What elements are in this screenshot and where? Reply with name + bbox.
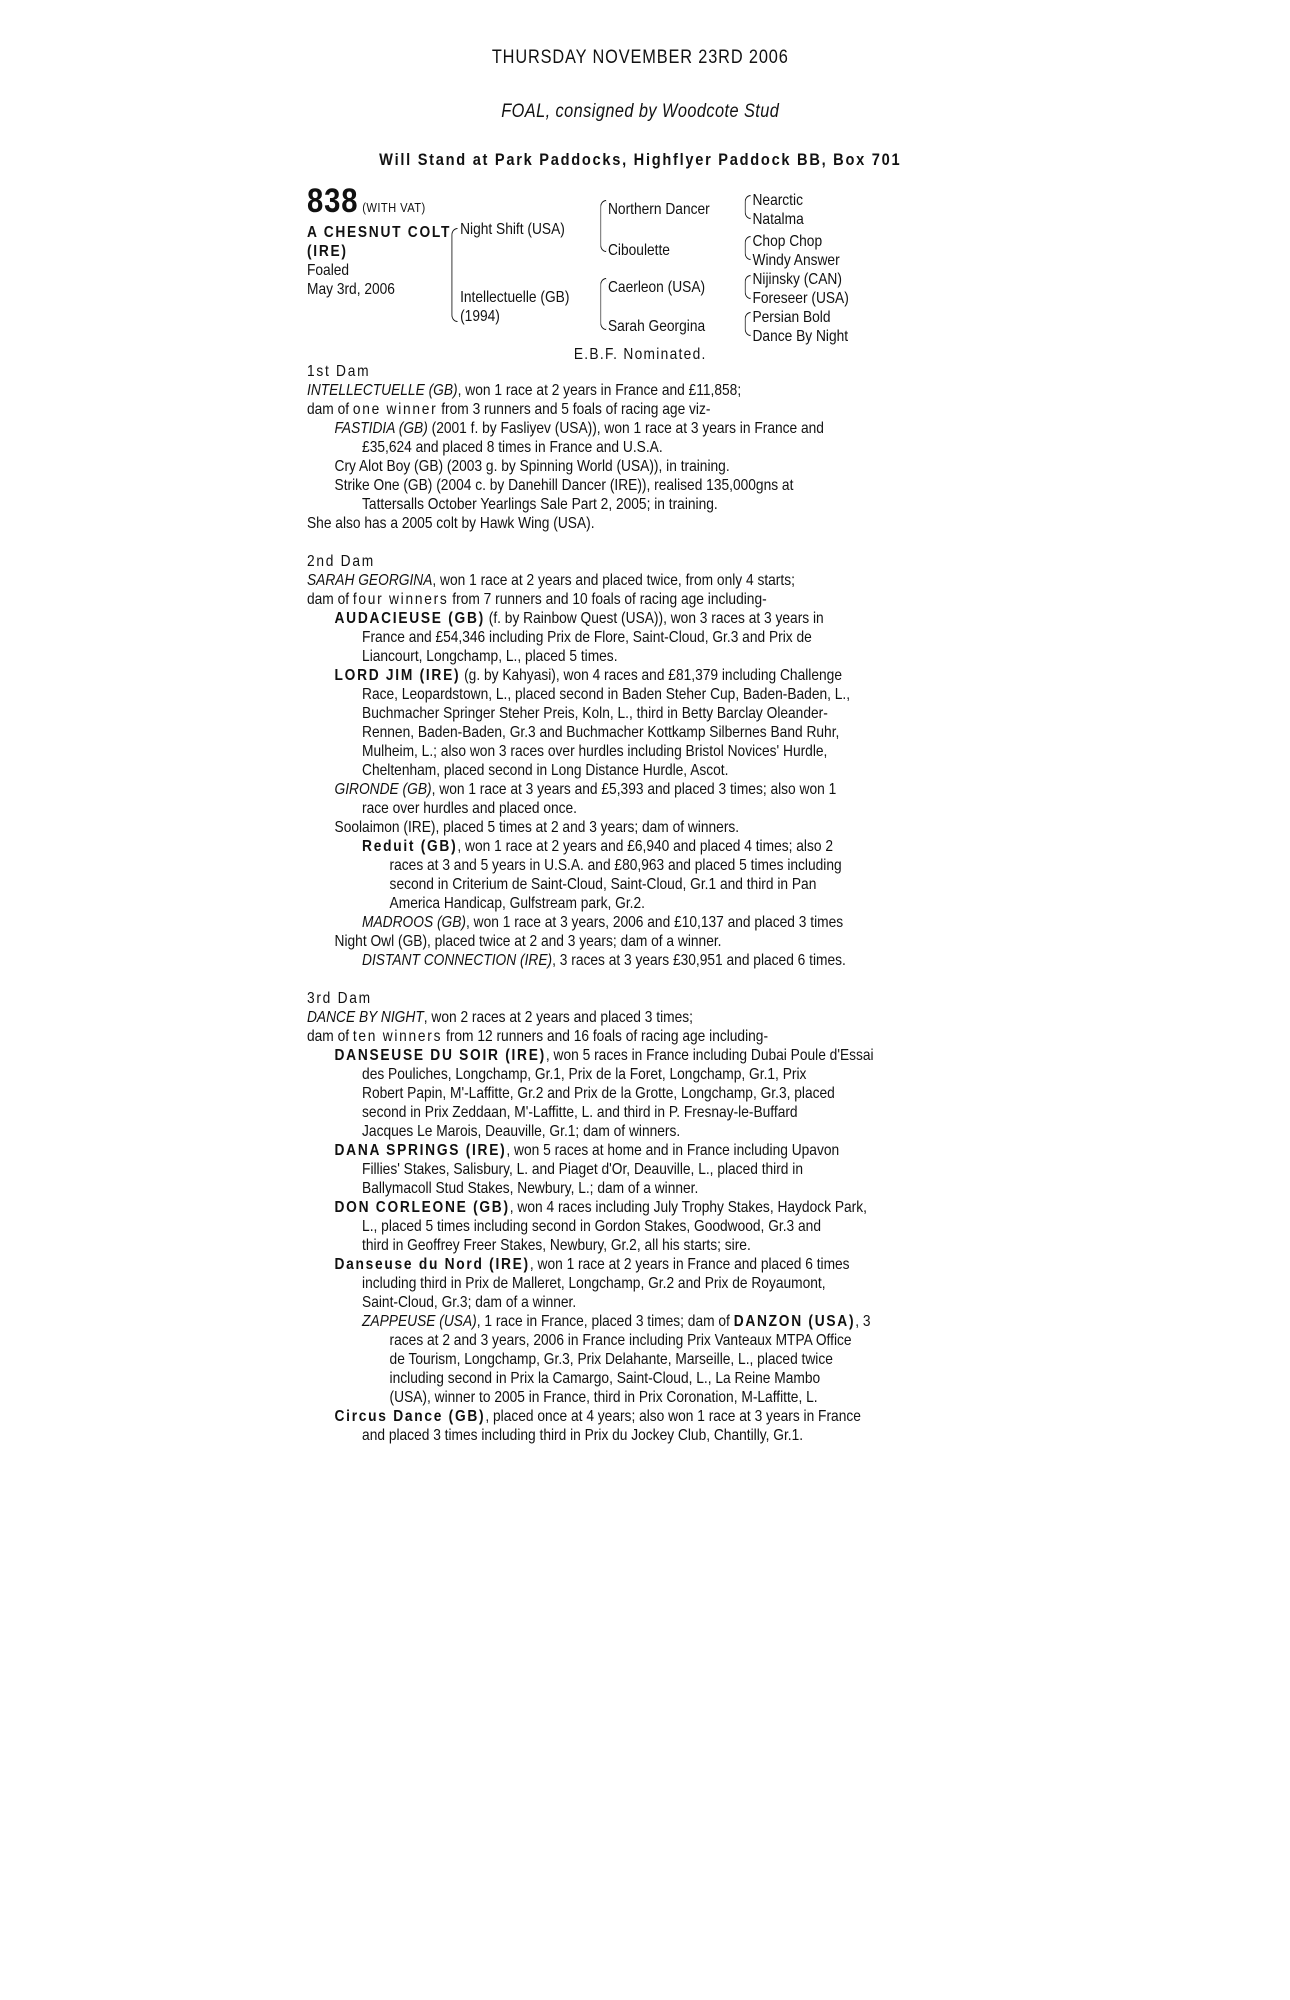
pedigree-dsd: Foreseer (USA) xyxy=(752,290,849,307)
third-dam-record: DANCE BY NIGHT, won 2 races at 2 years and placed 3 times; xyxy=(307,1009,693,1026)
pedigree-brace-3 xyxy=(600,278,606,330)
pedigree-brace-6 xyxy=(745,275,751,299)
pedigree-sss: Nearctic xyxy=(752,192,803,209)
second-dam-produce-5: Night Owl (GB), placed twice at 2 and 3 years; dam of a winner. xyxy=(334,933,722,950)
pedigree-sire: Night Shift (USA) xyxy=(460,221,565,238)
first-dam-produce-1: FASTIDIA (GB) (2001 f. by Fasliyev (USA)), won 1 race at 3 years in France and £35,624 and placed 8 times in France and U.S.A. xyxy=(334,420,824,456)
foaled-label: Foaled xyxy=(307,262,350,279)
third-dam-produce-summary: dam of ten winners from 12 runners and 16 foals of racing age including- xyxy=(307,1028,769,1045)
pedigree-brace-1 xyxy=(451,228,457,322)
third-dam-produce-3: DON CORLEONE (GB), won 4 races including July Trophy Stakes, Haydock Park, L., placed 5 times including second in Gordon Stakes, Goodwood, Gr.3 and third in Geoffrey Freer Stakes, Newbury, Gr.2, all his starts; sire. xyxy=(334,1199,867,1254)
vat-note: (WITH VAT) xyxy=(362,200,426,215)
pedigree-dd: Sarah Georgina xyxy=(608,318,706,335)
second-dam-heading: 2nd Dam xyxy=(307,553,375,570)
pedigree-brace-5 xyxy=(745,236,751,260)
pedigree-ddd: Dance By Night xyxy=(752,328,849,345)
lot-description-line-2: (IRE) xyxy=(307,243,348,260)
pedigree-dam-2: (1994) xyxy=(460,308,500,325)
pedigree-brace-4 xyxy=(745,195,751,219)
pedigree-notes xyxy=(307,362,974,1445)
third-dam-produce-2: DANA SPRINGS (IRE), won 5 races at home and in France including Upavon Fillies' Stakes, Salisbury, L. and Piaget d'Or, Deauville, L., placed third in Ballymacoll Stud Stakes, Newbury, L.; dam of a winner. xyxy=(334,1142,840,1197)
pedigree-sd: Ciboulette xyxy=(608,242,670,259)
third-dam-produce-5: Circus Dance (GB), placed once at 4 years; also won 1 race at 3 years in France and placed 3 times including third in Prix du Jockey Club, Chantilly, Gr.1. xyxy=(334,1408,861,1444)
foaled-date: May 3rd, 2006 xyxy=(307,281,395,298)
pedigree-dss: Nijinsky (CAN) xyxy=(752,271,842,288)
pedigree-dds: Persian Bold xyxy=(752,309,831,326)
pedigree-ssd: Natalma xyxy=(752,211,804,228)
first-dam-heading: 1st Dam xyxy=(307,363,371,380)
pedigree-ds: Caerleon (USA) xyxy=(608,279,706,296)
pedigree-brace-7 xyxy=(745,312,751,336)
third-dam-grandproduce-1: ZAPPEUSE (USA), 1 race in France, placed 3 times; dam of DANZON (USA), 3 races at 2 and 3 years, 2006 in France including Prix Vanteaux MTPA Office de Tourism, Longchamp, Gr.3, Prix Delahante, Marseille, L., placed twice including second in Prix la Camargo, Saint-Cloud, L., La Reine Mambo (USA), winner to 2005 in France, third in Prix Coronation, M-Laffitte, L. xyxy=(362,1313,871,1406)
pedigree-sdd: Windy Answer xyxy=(752,252,840,269)
second-dam-produce-summary: dam of four winners from 7 runners and 10 foals of racing age including- xyxy=(307,591,767,608)
ebf-nomination: E.B.F. Nominated. xyxy=(573,346,707,363)
third-dam-heading: 3rd Dam xyxy=(307,990,372,1007)
sale-date: THURSDAY NOVEMBER 23RD 2006 xyxy=(491,47,789,68)
pedigree-sds: Chop Chop xyxy=(752,233,823,250)
pedigree-dam-1: Intellectuelle (GB) xyxy=(460,289,570,306)
second-dam-produce-1: AUDACIEUSE (GB) (f. by Rainbow Quest (USA)), won 3 races at 3 years in France and £54,346 including Prix de Flore, Saint-Cloud, Gr.3 and Prix de Liancourt, Longchamp, L., placed 5 times. xyxy=(334,610,824,665)
pedigree-brace-2 xyxy=(600,200,606,252)
first-dam-produce-2: Cry Alot Boy (GB) (2003 g. by Spinning World (USA)), in training. xyxy=(334,458,730,475)
first-dam-also: She also has a 2005 colt by Hawk Wing (USA). xyxy=(307,515,595,532)
second-dam-grandproduce-1: Reduit (GB), won 1 race at 2 years and £6,940 and placed 4 times; also 2 races at 3 and 5 years in U.S.A. and £80,963 and placed 5 times including second in Criterium de Saint-Cloud, Saint-Cloud, Gr.1 and third in Pan America Handicap, Gulfstream park, Gr.2. xyxy=(362,838,842,912)
second-dam-produce-3: GIRONDE (GB), won 1 race at 3 years and £5,393 and placed 3 times; also won 1 race over hurdles and placed once. xyxy=(334,781,837,817)
second-dam-record: SARAH GEORGINA, won 1 race at 2 years and placed twice, from only 4 starts; xyxy=(307,572,795,589)
first-dam-produce-3: Strike One (GB) (2004 c. by Danehill Dancer (IRE)), realised 135,000gns at Tattersalls October Yearlings Sale Part 2, 2005; in training. xyxy=(334,477,794,513)
third-dam-produce-4: Danseuse du Nord (IRE), won 1 race at 2 years in France and placed 6 times including third in Prix de Malleret, Longchamp, Gr.2 and Prix de Royaumont, Saint-Cloud, Gr.3; dam of a winner. xyxy=(334,1256,850,1311)
consignment-line: FOAL, consigned by Woodcote Stud xyxy=(501,101,780,122)
second-dam-produce-2: LORD JIM (IRE) (g. by Kahyasi), won 4 races and £81,379 including Challenge Race, Leopardstown, L., placed second in Baden Steher Cup, Baden-Baden, L., Buchmacher Springer Steher Preis, Koln, L., third in Betty Barclay Oleander- Rennen, Baden-Baden, Gr.3 and Buchmacher Kottkamp Silbernes Band Ruhr, Mulheim, L.; also won 3 races over hurdles including Bristol Novices' Hurdle, Cheltenham, placed second in Long Distance Hurdle, Ascot. xyxy=(334,667,851,779)
first-dam-produce-summary: dam of one winner from 3 runners and 5 foals of racing age viz- xyxy=(307,401,711,418)
first-dam-record: INTELLECTUELLE (GB), won 1 race at 2 years in France and £11,858; xyxy=(307,382,742,399)
pedigree-ss: Northern Dancer xyxy=(608,201,710,218)
third-dam-produce-1: DANSEUSE DU SOIR (IRE), won 5 races in France including Dubai Poule d'Essai des Pouliches, Longchamp, Gr.1, Prix de la Foret, Longchamp, Gr.1, Prix Robert Papin, M'-Laffitte, Gr.2 and Prix de la Grotte, Longchamp, Gr.3, placed second in Prix Zeddaan, M'-Laffitte, L. and third in P. Fresnay-le-Buffard Jacques Le Marois, Deauville, Gr.1; dam of winners. xyxy=(334,1047,874,1140)
lot-number: 838 xyxy=(307,182,359,220)
lot-description-line-1: A CHESNUT COLT xyxy=(307,224,452,241)
second-dam-grandproduce-3: DISTANT CONNECTION (IRE), 3 races at 3 years £30,951 and placed 6 times. xyxy=(362,952,846,969)
second-dam-produce-4: Soolaimon (IRE), placed 5 times at 2 and 3 years; dam of winners. xyxy=(334,819,740,836)
second-dam-grandproduce-2: MADROOS (GB), won 1 race at 3 years, 2006 and £10,137 and placed 3 times xyxy=(362,914,844,931)
stand-location: Will Stand at Park Paddocks, Highflyer Paddock BB, Box 701 xyxy=(379,150,902,169)
